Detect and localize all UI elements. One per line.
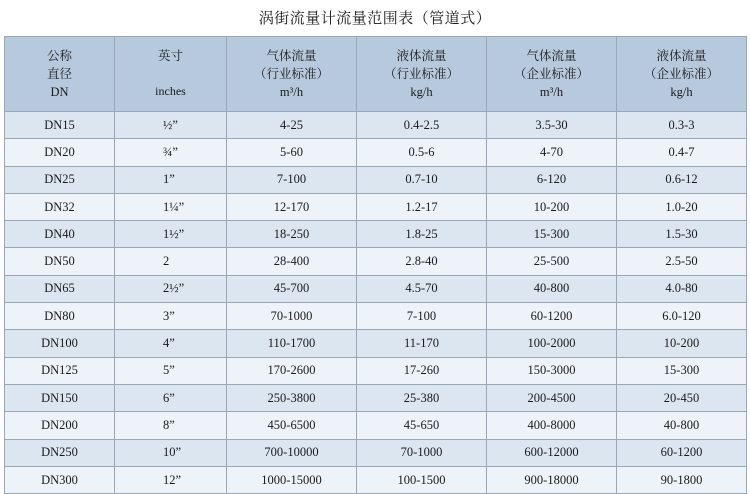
cell-liquid-enterprise: 0.6-12 (617, 166, 747, 193)
header-line-3: inches (155, 84, 186, 99)
cell-inches: 5” (115, 357, 227, 384)
cell-liquid-industry: 45-650 (357, 412, 487, 439)
cell-dn: DN65 (5, 275, 115, 302)
header-line-2: （企业标准） (513, 66, 589, 81)
header-line-3: m³/h (539, 85, 564, 100)
cell-liquid-enterprise: 60-1200 (617, 439, 747, 466)
cell-gas-enterprise: 40-800 (487, 275, 617, 302)
table-row (5, 412, 747, 439)
cell-gas-industry: 5-60 (227, 139, 357, 166)
cell-liquid-industry: 1.2-17 (357, 193, 487, 220)
cell-liquid-enterprise: 4.0-80 (617, 275, 747, 302)
cell-liquid-enterprise: 6.0-120 (617, 303, 747, 330)
cell-inches: 2½” (115, 275, 227, 302)
cell-inches: 2 (115, 248, 227, 275)
cell-gas-enterprise: 25-500 (487, 248, 617, 275)
table-row (5, 384, 747, 411)
cell-liquid-industry: 4.5-70 (357, 275, 487, 302)
header-line-2: （企业标准） (643, 66, 719, 81)
cell-liquid-enterprise: 15-300 (617, 357, 747, 384)
table-row (5, 439, 747, 466)
column-header-liquid-flow-industry (357, 37, 487, 112)
cell-liquid-enterprise: 1.0-20 (617, 193, 747, 220)
column-header-liquid-flow-enterprise (617, 37, 747, 112)
cell-inches: 4” (115, 330, 227, 357)
cell-gas-industry: 28-400 (227, 248, 357, 275)
cell-inches: ¾” (115, 139, 227, 166)
cell-gas-industry: 700-10000 (227, 439, 357, 466)
cell-inches: 1¼” (115, 193, 227, 220)
table-body (5, 112, 747, 494)
cell-gas-enterprise: 200-4500 (487, 384, 617, 411)
header-line-3: kg/h (670, 85, 693, 100)
cell-liquid-enterprise: 1.5-30 (617, 221, 747, 248)
table-row (5, 357, 747, 384)
cell-gas-industry: 250-3800 (227, 384, 357, 411)
cell-liquid-industry: 70-1000 (357, 439, 487, 466)
cell-dn: DN32 (5, 193, 115, 220)
header-line-2: （行业标准） (253, 66, 329, 81)
page-title: 涡街流量计流量范围表（管道式） (258, 11, 492, 27)
cell-gas-industry: 18-250 (227, 221, 357, 248)
cell-gas-enterprise: 900-18000 (487, 466, 617, 493)
cell-inches: 12” (115, 466, 227, 493)
header-line-1: 英寸 (157, 49, 183, 64)
cell-dn: DN80 (5, 303, 115, 330)
table-row (5, 112, 747, 139)
header-line-2 (115, 65, 226, 83)
cell-gas-industry: 12-170 (227, 193, 357, 220)
cell-liquid-enterprise: 0.3-3 (617, 112, 747, 139)
header-line-3: DN (50, 85, 69, 100)
cell-inches: 8” (115, 412, 227, 439)
table-row (5, 221, 747, 248)
table-row (5, 139, 747, 166)
cell-liquid-enterprise: 40-800 (617, 412, 747, 439)
cell-inches: 10” (115, 439, 227, 466)
table-header-row (5, 37, 747, 112)
header-line-1: 液体流量 (396, 48, 447, 63)
table-row (5, 466, 747, 493)
column-header-gas-flow-industry (227, 37, 357, 112)
column-header-inches (115, 37, 227, 112)
cell-gas-enterprise: 15-300 (487, 221, 617, 248)
cell-liquid-enterprise: 0.4-7 (617, 139, 747, 166)
cell-gas-enterprise: 600-12000 (487, 439, 617, 466)
cell-liquid-enterprise: 20-450 (617, 384, 747, 411)
cell-dn: DN40 (5, 221, 115, 248)
cell-liquid-industry: 100-1500 (357, 466, 487, 493)
table-row (5, 275, 747, 302)
cell-dn: DN200 (5, 412, 115, 439)
cell-dn: DN50 (5, 248, 115, 275)
cell-liquid-industry: 7-100 (357, 303, 487, 330)
header-line-1: 气体流量 (526, 48, 577, 63)
cell-liquid-enterprise: 2.5-50 (617, 248, 747, 275)
cell-gas-industry: 7-100 (227, 166, 357, 193)
header-line-3: m³/h (279, 85, 304, 100)
cell-gas-enterprise: 6-120 (487, 166, 617, 193)
cell-gas-industry: 450-6500 (227, 412, 357, 439)
header-line-3: kg/h (410, 85, 433, 100)
header-line-2: 直径 (46, 66, 72, 81)
table-row (5, 303, 747, 330)
cell-inches: 3” (115, 303, 227, 330)
cell-gas-enterprise: 100-2000 (487, 330, 617, 357)
cell-liquid-industry: 0.4-2.5 (357, 112, 487, 139)
cell-liquid-industry: 0.7-10 (357, 166, 487, 193)
cell-gas-enterprise: 10-200 (487, 193, 617, 220)
cell-dn: DN25 (5, 166, 115, 193)
cell-liquid-enterprise: 90-1800 (617, 466, 747, 493)
cell-liquid-industry: 25-380 (357, 384, 487, 411)
cell-liquid-industry: 1.8-25 (357, 221, 487, 248)
table-row (5, 166, 747, 193)
cell-dn: DN15 (5, 112, 115, 139)
header-line-1: 气体流量 (266, 48, 317, 63)
cell-gas-enterprise: 60-1200 (487, 303, 617, 330)
cell-dn: DN100 (5, 330, 115, 357)
header-line-1: 液体流量 (656, 48, 707, 63)
cell-gas-industry: 70-1000 (227, 303, 357, 330)
cell-dn: DN125 (5, 357, 115, 384)
cell-dn: DN250 (5, 439, 115, 466)
cell-dn: DN300 (5, 466, 115, 493)
cell-gas-enterprise: 3.5-30 (487, 112, 617, 139)
header-line-2: （行业标准） (383, 66, 459, 81)
cell-inches: 1½” (115, 221, 227, 248)
cell-gas-industry: 4-25 (227, 112, 357, 139)
table-row (5, 248, 747, 275)
cell-gas-industry: 170-2600 (227, 357, 357, 384)
cell-liquid-industry: 0.5-6 (357, 139, 487, 166)
table-header (5, 37, 747, 112)
cell-gas-industry: 45-700 (227, 275, 357, 302)
cell-gas-industry: 1000-15000 (227, 466, 357, 493)
cell-liquid-industry: 11-170 (357, 330, 487, 357)
column-header-gas-flow-enterprise (487, 37, 617, 112)
cell-inches: 1” (115, 166, 227, 193)
cell-dn: DN20 (5, 139, 115, 166)
table-row (5, 193, 747, 220)
cell-liquid-enterprise: 10-200 (617, 330, 747, 357)
cell-gas-enterprise: 4-70 (487, 139, 617, 166)
cell-liquid-industry: 2.8-40 (357, 248, 487, 275)
table-row (5, 330, 747, 357)
column-header-nominal-diameter (5, 37, 115, 112)
cell-liquid-industry: 17-260 (357, 357, 487, 384)
flow-range-table (4, 36, 747, 494)
cell-gas-enterprise: 400-8000 (487, 412, 617, 439)
cell-inches: 6” (115, 384, 227, 411)
header-line-1: 公称 (46, 48, 72, 63)
cell-gas-enterprise: 150-3000 (487, 357, 617, 384)
cell-dn: DN150 (5, 384, 115, 411)
cell-inches: ½” (115, 112, 227, 139)
cell-gas-industry: 110-1700 (227, 330, 357, 357)
